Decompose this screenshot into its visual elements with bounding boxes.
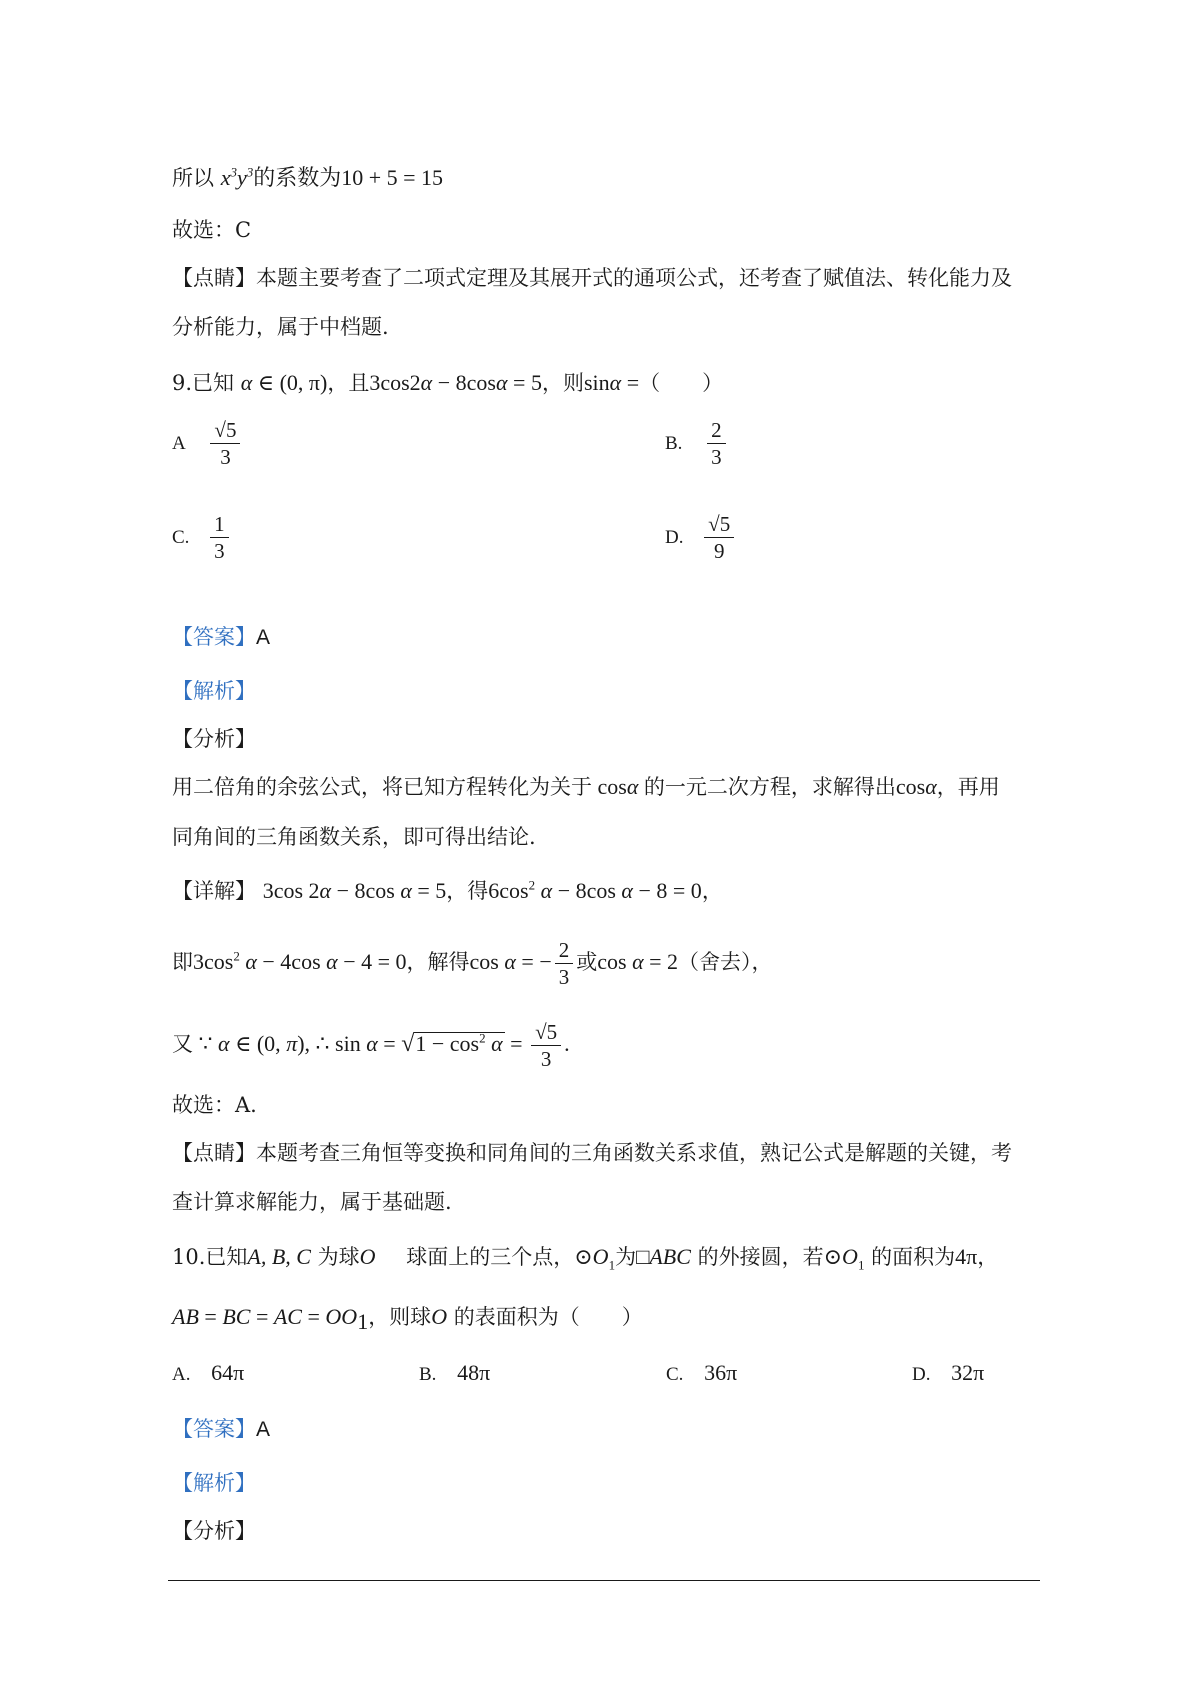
text: ， bbox=[701, 879, 723, 903]
denominator: 9 bbox=[713, 539, 725, 563]
math-term: ∵ α ∈ (0, π), ∴ $\sin \alpha = √1 - \cos^2 \alpha$ = bbox=[193, 1030, 529, 1057]
option-value: 32π bbox=[951, 1360, 985, 1385]
math-term: $⊙O_1$ bbox=[574, 1244, 616, 1273]
text: 已知 bbox=[205, 1245, 248, 1269]
text: （ ） bbox=[639, 371, 724, 395]
text: 球面上的三个点， bbox=[406, 1245, 575, 1269]
option-b bbox=[665, 418, 729, 469]
text: 为球 bbox=[317, 1245, 360, 1269]
question-9-stem bbox=[172, 368, 723, 398]
fraction: $\frac{√5}{3}$ bbox=[531, 1020, 561, 1071]
math-term: $⊙O_1$ bbox=[823, 1244, 865, 1273]
choice-line: 故选：C bbox=[172, 218, 252, 242]
numerator: √5 bbox=[704, 512, 734, 538]
text: 又 bbox=[172, 1032, 193, 1056]
fenxi-tag: 【分析】 bbox=[172, 1519, 256, 1543]
option-label: C. bbox=[172, 527, 190, 548]
math-term: cosα bbox=[895, 774, 937, 799]
choice-line: 故选：A. bbox=[172, 1093, 257, 1117]
question-10-stem-2: AB = BC = AC = $OO_1$，则球O 的表面积为（ ） bbox=[172, 1304, 643, 1335]
math-term: □ABC bbox=[636, 1244, 691, 1269]
q10-option-a bbox=[172, 1358, 244, 1390]
text: ，解得 bbox=[406, 950, 470, 974]
answer-line bbox=[172, 1414, 270, 1445]
text: 已知 bbox=[192, 371, 235, 395]
section-tag: 【点睛】 bbox=[172, 266, 256, 290]
fraction: $\frac{2}{3}$ bbox=[555, 938, 574, 989]
fenxi-tag: 【分析】 bbox=[172, 727, 256, 751]
denominator: 3 bbox=[220, 445, 231, 469]
math-term: sinα = bbox=[583, 370, 640, 395]
math-term: 3cos2α − 8cosα = 5 bbox=[369, 370, 542, 395]
math-term: cos α = − bbox=[469, 949, 552, 974]
math-term: 3cos 2α − 8cos α = 5 bbox=[262, 878, 447, 903]
text: 的面积为 bbox=[871, 1245, 956, 1269]
option-label: B. bbox=[665, 433, 683, 454]
fraction bbox=[707, 418, 726, 469]
math-term: AB bbox=[172, 1304, 199, 1329]
text: 本题考查三角恒等变换和同角间的三角函数关系求值，熟记公式是解题的关键，考 bbox=[256, 1141, 1012, 1165]
dianjing-line bbox=[172, 263, 1012, 293]
fraction bbox=[704, 512, 734, 563]
math-term: $3\cos^2$ α − 4cos α − 4 = 0 bbox=[193, 948, 407, 974]
text: 的表面积为（ ） bbox=[453, 1305, 643, 1329]
option-label: C. bbox=[666, 1364, 684, 1385]
math-term: cos α = 2 bbox=[597, 949, 679, 974]
text: 的一元二次方程，求解得出 bbox=[643, 775, 896, 799]
option-label: D. bbox=[912, 1364, 931, 1385]
math-term: α ∈ (0, π) bbox=[240, 370, 328, 395]
text-line: 分析能力，属于中档题. bbox=[172, 315, 389, 339]
jiexi-tag: 【解析】 bbox=[172, 1471, 256, 1495]
q10-option-d bbox=[912, 1358, 984, 1390]
text: 即 bbox=[172, 950, 193, 974]
text: 或 bbox=[576, 950, 598, 974]
fraction bbox=[210, 418, 240, 469]
q10-option-b bbox=[419, 1358, 490, 1390]
option-d bbox=[665, 512, 737, 563]
text: 为 bbox=[615, 1245, 637, 1269]
denominator: 3 bbox=[214, 539, 225, 563]
numerator: √5 bbox=[210, 418, 240, 444]
math-term: 4π bbox=[955, 1244, 978, 1269]
question-number: 10. bbox=[172, 1245, 206, 1269]
text-line bbox=[172, 772, 1000, 802]
section-tag: 【点睛】 bbox=[172, 1141, 256, 1165]
answer-line bbox=[172, 622, 270, 653]
option-value: 48π bbox=[457, 1360, 491, 1385]
xiangjie-line bbox=[172, 938, 773, 989]
numerator: 1 bbox=[210, 512, 229, 538]
answer-value: A bbox=[256, 626, 271, 649]
text: ，且 bbox=[327, 371, 370, 395]
math-term: cosα bbox=[592, 774, 639, 799]
fraction bbox=[210, 512, 229, 563]
xiangjie-line: 又 ∵ α ∈ (0, π), ∴ $\sin \alpha = √1 - \cos^2 \alpha$ = $\frac{√5}{3}$ . bbox=[172, 1020, 570, 1071]
answer-value: A bbox=[256, 1418, 271, 1441]
question-number: 9. bbox=[172, 371, 193, 395]
numerator: 2 bbox=[707, 418, 726, 444]
q10-option-c bbox=[666, 1358, 737, 1390]
text: 本题主要考查了二项式定理及其展开式的通项公式，还考查了赋值法、转化能力及 bbox=[256, 266, 1012, 290]
option-c bbox=[172, 512, 232, 563]
text-line: 查计算求解能力，属于基础题. bbox=[172, 1190, 452, 1214]
text-line bbox=[172, 163, 443, 193]
option-label: D. bbox=[665, 527, 684, 548]
jiexi-tag: 【解析】 bbox=[172, 679, 256, 703]
text: ， bbox=[977, 1245, 999, 1269]
option-value: 36π bbox=[704, 1360, 738, 1385]
math-term: $6\cos^2$ α − 8cos α − 8 = 0 bbox=[488, 877, 702, 903]
option-a bbox=[172, 418, 243, 469]
section-tag: 【详解】 bbox=[172, 879, 256, 903]
denominator: 3 bbox=[711, 445, 722, 469]
answer-tag: 【答案】 bbox=[172, 1417, 256, 1441]
dianjing-line bbox=[172, 1138, 1012, 1168]
text: ，则球 bbox=[368, 1305, 432, 1329]
math-term: $x^3y^3$ bbox=[220, 164, 254, 190]
footer-rule bbox=[168, 1580, 1040, 1581]
option-label: B. bbox=[419, 1364, 437, 1385]
option-label: A bbox=[172, 433, 186, 454]
text: 所以 bbox=[172, 166, 214, 190]
math-term: O bbox=[431, 1304, 448, 1329]
math-term: A, B, C bbox=[247, 1244, 311, 1269]
option-value: 64π bbox=[211, 1360, 245, 1385]
text: ，则 bbox=[541, 371, 584, 395]
text: 用二倍角的余弦公式，将已知方程转化为关于 bbox=[172, 775, 592, 799]
math-text: 的系数为10 + 5 = 15 bbox=[253, 165, 444, 190]
text: 的外接圆，若 bbox=[697, 1245, 824, 1269]
answer-tag: 【答案】 bbox=[172, 625, 256, 649]
option-label: A. bbox=[172, 1364, 191, 1385]
xiangjie-line bbox=[172, 876, 723, 906]
text-line: 同角间的三角函数关系，即可得出结论. bbox=[172, 825, 536, 849]
text: （舍去）， bbox=[678, 950, 773, 974]
math-term: O bbox=[359, 1244, 376, 1269]
text: ，再用 bbox=[936, 775, 1000, 799]
question-10-stem bbox=[172, 1242, 998, 1272]
text: ，得 bbox=[446, 879, 489, 903]
